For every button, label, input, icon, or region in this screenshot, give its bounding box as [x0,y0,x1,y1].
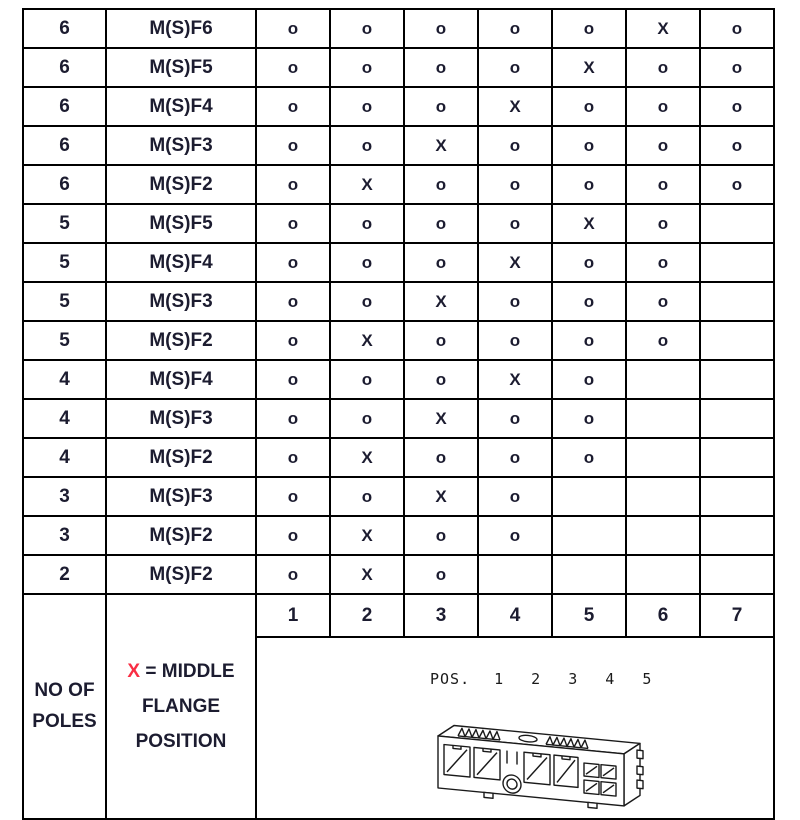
position-cell: o [478,399,552,438]
position-cell: o [404,360,478,399]
position-cell: o [256,282,330,321]
position-cell: o [626,282,700,321]
position-cell: o [256,477,330,516]
position-cell: o [552,243,626,282]
position-cell: X [478,360,552,399]
variant-cell: M(S)F4 [106,243,256,282]
position-cell: X [478,87,552,126]
position-cell: o [404,555,478,594]
position-cell: o [404,438,478,477]
variant-cell: M(S)F3 [106,399,256,438]
position-cell: o [552,321,626,360]
position-cell: o [330,9,404,48]
variant-cell: M(S)F2 [106,438,256,477]
position-cell: o [700,165,774,204]
position-cell: o [700,48,774,87]
position-cell: o [700,9,774,48]
table-row [23,165,774,204]
position-cell [626,360,700,399]
position-cell: o [700,126,774,165]
position-cell: o [552,165,626,204]
position-cell [626,516,700,555]
position-cell: o [404,516,478,555]
position-cell [700,204,774,243]
poles-cell: 3 [23,477,106,516]
table-row [23,438,774,477]
position-cell [626,555,700,594]
table-row [23,126,774,165]
poles-cell: 6 [23,87,106,126]
variant-cell: M(S)F4 [106,87,256,126]
table-row [23,9,774,48]
table-row [23,555,774,594]
position-cell: X [330,321,404,360]
position-cell: o [404,48,478,87]
position-cell: o [700,87,774,126]
poles-cell: 6 [23,48,106,87]
poles-cell: 2 [23,555,106,594]
table-row [23,48,774,87]
position-cell: o [330,477,404,516]
position-cell: o [256,516,330,555]
position-cell: X [404,477,478,516]
position-cell [626,477,700,516]
position-cell: o [256,399,330,438]
position-cell [700,516,774,555]
variant-cell: M(S)F3 [106,282,256,321]
variant-cell: M(S)F5 [106,48,256,87]
position-cell [700,555,774,594]
position-cell: X [404,399,478,438]
table-row [23,477,774,516]
position-cell: o [478,477,552,516]
pos-caption [430,670,662,688]
position-cell: o [626,243,700,282]
variant-cell: M(S)F2 [106,516,256,555]
position-header: 6 [626,594,700,637]
table-row [23,204,774,243]
position-cell: o [256,204,330,243]
position-cell: o [552,282,626,321]
position-cell: o [256,48,330,87]
pos-numbers: 1 2 3 4 5 [494,670,653,688]
position-cell: o [256,87,330,126]
variant-cell: M(S)F2 [106,165,256,204]
position-cell: o [552,126,626,165]
position-cell: o [330,282,404,321]
position-cell: o [552,360,626,399]
position-cell: o [404,243,478,282]
poles-cell: 4 [23,399,106,438]
position-cell: o [626,126,700,165]
position-cell: o [478,321,552,360]
position-cell [626,399,700,438]
variant-cell: M(S)F2 [106,321,256,360]
position-cell [700,282,774,321]
variant-cell: M(S)F6 [106,9,256,48]
poles-cell: 3 [23,516,106,555]
position-cell: X [330,438,404,477]
table-row [23,282,774,321]
legend-text: = MIDDLE FLANGE POSITION [135,660,235,753]
position-cell: o [626,87,700,126]
position-header-row [23,594,774,637]
poles-cell: 6 [23,126,106,165]
position-cell: X [330,555,404,594]
connector-figure [428,642,662,814]
position-cell: o [330,204,404,243]
position-cell: X [552,204,626,243]
position-cell: o [330,87,404,126]
poles-cell: 6 [23,9,106,48]
position-cell: o [256,126,330,165]
position-cell: o [626,165,700,204]
variant-cell: M(S)F4 [106,360,256,399]
footer-rows [23,594,774,819]
variant-cell: M(S)F5 [106,204,256,243]
position-cell: o [330,243,404,282]
table-row [23,87,774,126]
position-cell [700,477,774,516]
position-cell [700,399,774,438]
legend-x-symbol: X [127,660,141,682]
table-row [23,321,774,360]
position-cell: o [478,9,552,48]
position-cell: o [256,438,330,477]
position-cell: o [478,516,552,555]
position-header: 7 [700,594,774,637]
poles-cell: 5 [23,204,106,243]
position-header: 5 [552,594,626,637]
position-cell [626,438,700,477]
position-cell: o [256,321,330,360]
position-cell: o [404,165,478,204]
variant-cell: M(S)F2 [106,555,256,594]
variant-cell: M(S)F3 [106,126,256,165]
position-cell: X [552,48,626,87]
position-cell: o [404,204,478,243]
position-cell: o [256,243,330,282]
position-cell [700,243,774,282]
position-cell: o [330,126,404,165]
position-header: 2 [330,594,404,637]
position-cell: o [256,555,330,594]
position-cell: o [404,87,478,126]
position-cell [700,321,774,360]
position-cell: X [404,126,478,165]
position-cell: X [404,282,478,321]
poles-header-cell: NO OF POLES [23,594,106,819]
position-cell: o [552,399,626,438]
position-cell: X [478,243,552,282]
poles-cell: 5 [23,243,106,282]
flange-position-table [22,8,775,820]
position-cell: o [478,126,552,165]
position-cell: o [478,48,552,87]
pos-label: POS. [430,670,471,688]
position-cell: o [330,48,404,87]
position-cell [700,360,774,399]
position-cell: o [478,438,552,477]
position-cell: o [552,87,626,126]
position-cell: o [626,321,700,360]
position-header: 1 [256,594,330,637]
legend-cell [106,594,256,819]
config-rows [23,9,774,594]
position-header: 3 [404,594,478,637]
position-cell: o [478,282,552,321]
poles-cell: 6 [23,165,106,204]
table-row [23,516,774,555]
position-cell: o [330,360,404,399]
position-cell [552,477,626,516]
variant-cell: M(S)F3 [106,477,256,516]
position-cell: o [478,204,552,243]
drawing-cell [256,637,774,819]
position-cell: o [256,360,330,399]
table-row [23,243,774,282]
position-cell [552,516,626,555]
position-cell: o [478,165,552,204]
table-row [23,360,774,399]
position-cell: o [256,165,330,204]
poles-cell: 5 [23,282,106,321]
poles-cell: 5 [23,321,106,360]
poles-cell: 4 [23,360,106,399]
position-cell: o [404,9,478,48]
position-cell [478,555,552,594]
position-cell: o [330,399,404,438]
table-row [23,399,774,438]
position-cell: o [626,48,700,87]
position-cell [700,438,774,477]
position-header: 4 [478,594,552,637]
position-cell: o [626,204,700,243]
position-cell: X [330,516,404,555]
position-cell: X [626,9,700,48]
position-cell: o [404,321,478,360]
poles-cell: 4 [23,438,106,477]
position-cell: o [552,9,626,48]
position-cell [552,555,626,594]
position-cell: X [330,165,404,204]
connector-drawing [428,696,662,814]
position-cell: o [256,9,330,48]
position-cell: o [552,438,626,477]
